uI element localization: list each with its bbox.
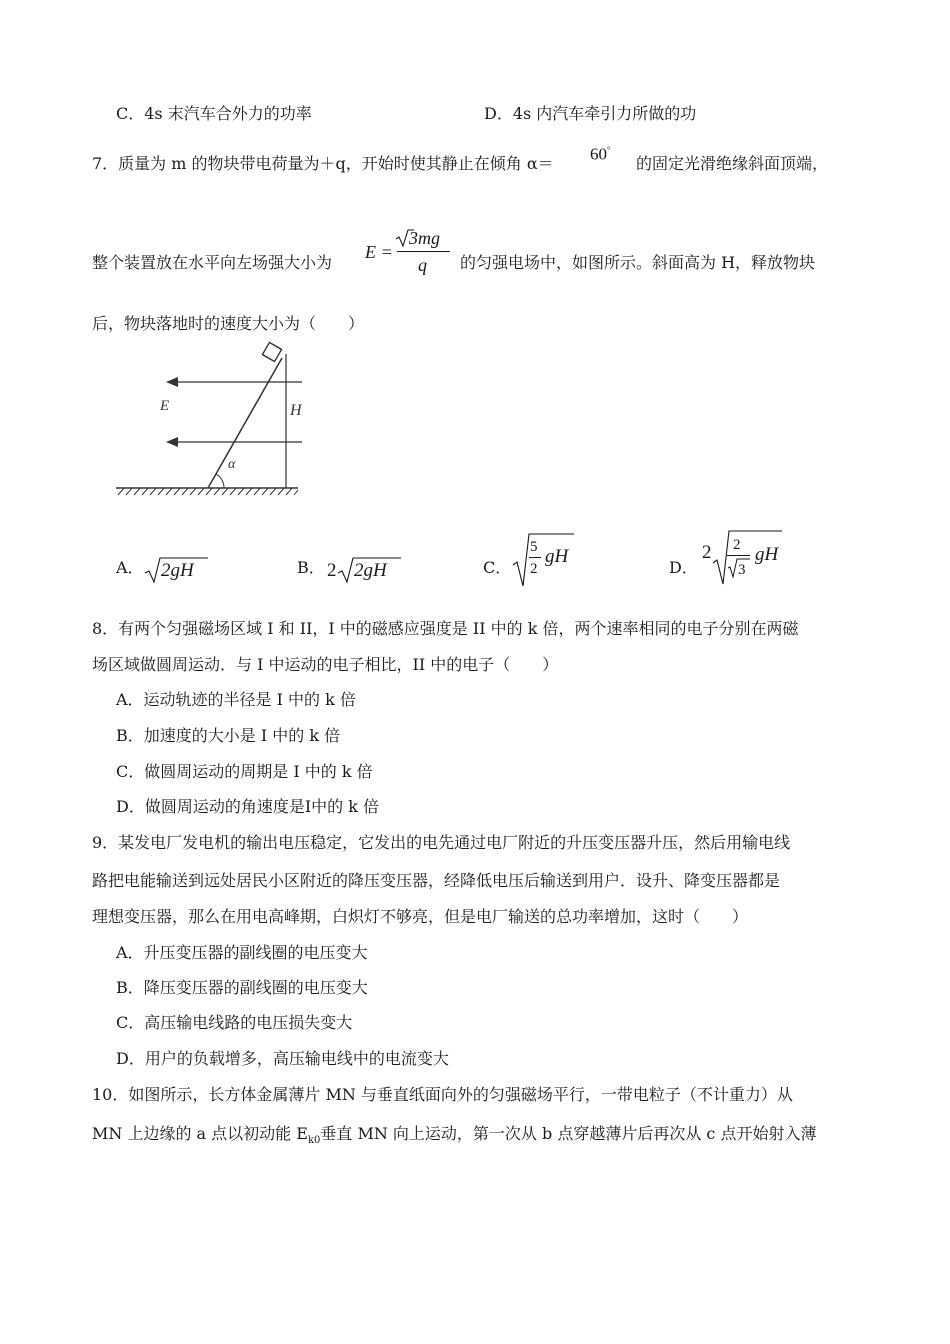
q9-line2: 路把电能输送到远处居民小区附近的降压变压器，经降低电压后输送到用户．设升、降变压器都是 [92, 871, 781, 890]
q8-line1: 8．有两个匀强磁场区域 I 和 II，I 中的磁感应强度是 II 中的 k 倍，两个速率相同的电子分别在两磁 [92, 619, 799, 638]
q7-option-b-label: B． [297, 558, 325, 577]
q7-field-formula [365, 226, 455, 282]
q10-line2 [92, 1124, 816, 1151]
option-b-coef: 2 [327, 560, 337, 581]
q8-option-a: A．运动轨迹的半径是 I 中的 k 倍 [116, 690, 356, 709]
option-d-denominator: 3 [738, 562, 746, 578]
q7-angle [590, 140, 611, 165]
q6-option-c: C．4s 末汽车合外力的功率 [116, 104, 312, 123]
option-b-radicand: 2gH [354, 560, 387, 581]
q9-option-d: D．用户的负载增多，高压输电线中的电流变大 [116, 1049, 449, 1068]
q10-line2-pre: MN 上边缘的 a 点以初动能 E [92, 1124, 308, 1143]
formula-lhs: E = [365, 242, 393, 262]
q10-line2-post: 垂直 MN 向上运动，第一次从 b 点穿越薄片后再次从 c 点开始射入薄 [320, 1124, 817, 1143]
q9-option-b: B．降压变压器的副线圈的电压变大 [116, 978, 368, 997]
option-c-fraction-bar [529, 557, 541, 558]
figure-label-h: H [290, 402, 302, 419]
q7-line2-post: 的匀强电场中，如图所示。斜面高为 H，释放物块 [460, 253, 816, 272]
figure-label-alpha: α [228, 457, 236, 472]
q9-option-c: C．高压输电线路的电压损失变大 [116, 1013, 353, 1032]
q7-option-a-expr [144, 552, 214, 586]
q9-option-a: A．升压变压器的副线圈的电压变大 [116, 943, 368, 962]
option-a-radicand: 2gH [161, 560, 194, 581]
option-d-radicand: gH [755, 544, 779, 565]
q7-option-d-expr [700, 527, 790, 591]
q9-line1: 9．某发电厂发电机的输出电压稳定，它发出的电先通过电厂附近的升压变压器升压，然后用输电线 [92, 833, 791, 852]
formula-denominator: q [418, 255, 427, 275]
q8-option-b: B．加速度的大小是 I 中的 k 倍 [116, 726, 341, 745]
formula-fraction-bar [397, 251, 450, 252]
figure-label-e: E [160, 398, 170, 414]
q8-option-c: C．做圆周运动的周期是 I 中的 k 倍 [116, 762, 373, 781]
q7-option-a-label: A． [116, 558, 144, 577]
q6-option-d: D．4s 内汽车牵引力所做的功 [484, 104, 697, 123]
option-d-numerator: 2 [733, 537, 741, 553]
option-d-coef: 2 [702, 542, 712, 563]
q7-line1-post: 的固定光滑绝缘斜面顶端， [636, 154, 829, 173]
q9-line3: 理想变压器，那么在用电高峰期，白炽灯不够亮，但是电厂输送的总功率增加，这时（ ） [92, 907, 749, 926]
option-c-denominator: 2 [530, 561, 538, 577]
q7-option-b-expr [327, 552, 402, 586]
q10-line2-sub: k0 [307, 1135, 321, 1147]
incline-field-figure [110, 340, 310, 505]
q7-line1-pre: 7．质量为 m 的物块带电荷量为＋q，开始时使其静止在倾角 α＝ [92, 154, 554, 173]
q7-option-d-label: D． [669, 558, 698, 577]
q7-angle-value: 60 [590, 144, 607, 164]
q7-option-c-expr [512, 531, 582, 591]
option-c-radicand: gH [545, 546, 569, 567]
option-d-fraction-bar [727, 555, 750, 556]
q7-line1 [92, 154, 554, 174]
q8-line2: 场区域做圆周运动．与 I 中运动的电子相比，II 中的电子（ ） [92, 655, 559, 674]
formula-numerator: 3mg [409, 228, 440, 248]
q7-line3: 后，物块落地时的速度大小为（ ） [92, 314, 365, 333]
q8-option-d: D．做圆周运动的角速度是Ⅰ中的 k 倍 [116, 797, 380, 816]
q10-line1: 10．如图所示，长方体金属薄片 MN 与垂直纸面向外的匀强磁场平行，一带电粒子（不计重力）从 [92, 1085, 793, 1104]
option-c-numerator: 5 [530, 539, 538, 555]
q7-option-c-label: C． [483, 558, 512, 577]
q7-line2-pre: 整个装置放在水平向左场强大小为 [92, 253, 333, 272]
q7-angle-unit: ° [607, 145, 611, 155]
